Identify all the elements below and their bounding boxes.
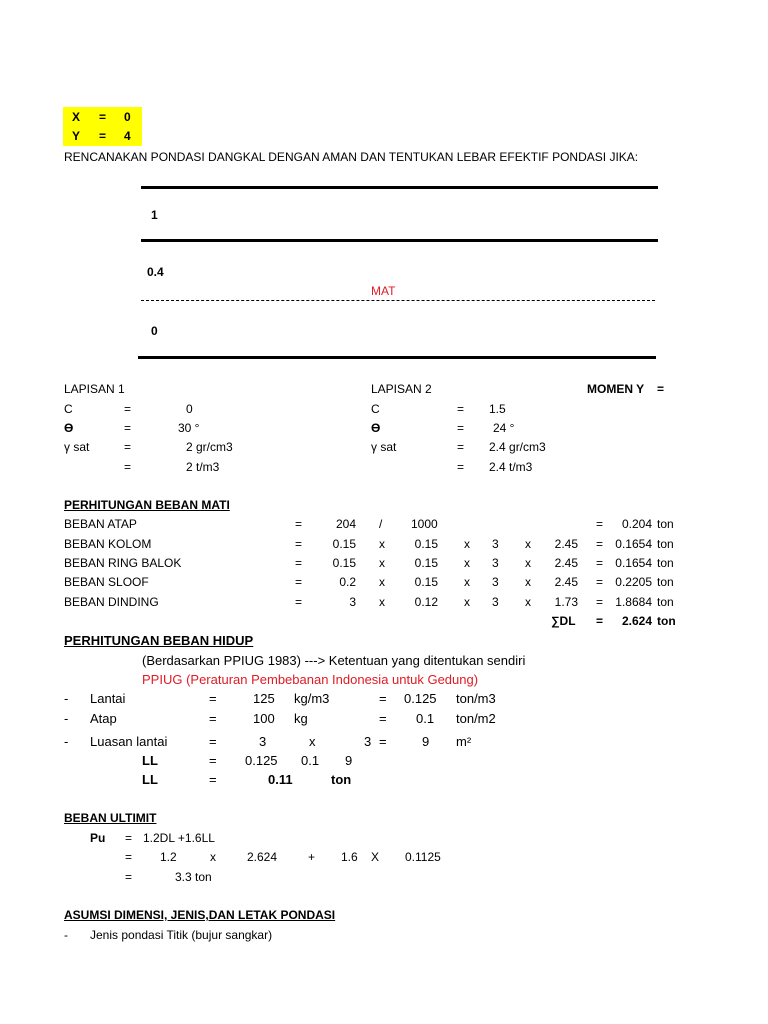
lantai-unit2: ton/m3: [456, 691, 496, 706]
bm-row-label: BEBAN SLOOF: [64, 575, 149, 589]
x-value: 0: [124, 110, 131, 124]
pu-eq1: =: [125, 831, 133, 845]
lantai-value2: 0.125: [404, 691, 437, 706]
pu-label: Pu: [90, 831, 106, 845]
bm-row-a: 204: [335, 517, 356, 531]
bm-row-label: BEBAN ATAP: [64, 517, 137, 531]
bm-row-unit: ton: [657, 537, 674, 551]
bm-row-label: BEBAN DINDING: [64, 595, 159, 609]
luasan-dash: -: [64, 734, 69, 749]
asumsi-title: ASUMSI DIMENSI, JENIS,DAN LETAK PONDASI: [64, 908, 336, 922]
momen-eq: =: [657, 382, 665, 396]
ll-result-label: LL: [142, 772, 158, 787]
ll-b: 0.1: [301, 753, 320, 768]
bm-row-op3: x: [525, 556, 531, 570]
atap-unit2: ton/m2: [456, 711, 496, 726]
luasan-unit: m²: [456, 734, 472, 749]
bm-row-op1: x: [379, 575, 385, 589]
lantai-label: Lantai: [90, 691, 126, 706]
bm-row-op1: x: [379, 556, 385, 570]
bm-row-unit: ton: [657, 595, 674, 609]
layer2-gamma2-value: 2.4 t/m3: [489, 460, 533, 474]
luasan-eq: =: [209, 734, 217, 749]
bm-row-c: 3: [492, 575, 499, 589]
lantai-value: 125: [253, 691, 275, 706]
layer1-phi-value: 30 °: [178, 421, 200, 435]
atap-value2: 0.1: [416, 711, 435, 726]
pu-op3: X: [371, 850, 380, 864]
lantai-eq2: =: [379, 691, 387, 706]
bm-row-op1: x: [379, 537, 385, 551]
bm-row-eq2: =: [596, 556, 604, 570]
ll-label: LL: [142, 753, 158, 768]
depth-bottom-label: 0: [151, 324, 158, 338]
lantai-eq: =: [209, 691, 217, 706]
atap-unit: kg: [294, 711, 308, 726]
bm-row-op3: x: [525, 575, 531, 589]
layer1-gamma-label: γ sat: [64, 440, 90, 454]
ppiug-definition: PPIUG (Peraturan Pembebanan Indonesia untuk Gedung): [142, 672, 479, 687]
bm-row-op2: x: [464, 556, 470, 570]
total-dl-eq: =: [596, 614, 604, 628]
layer1-phi-label: Ɵ: [64, 421, 74, 435]
bm-row-op1: /: [379, 517, 383, 531]
bm-row-unit: ton: [657, 517, 674, 531]
layer1-title: LAPISAN 1: [64, 382, 125, 396]
ll-c: 9: [345, 753, 353, 768]
atap-eq: =: [209, 711, 217, 726]
luasan-eq2: =: [379, 734, 387, 749]
bm-row-eq2: =: [596, 595, 604, 609]
mat-label: MAT: [371, 284, 396, 298]
beban-mati-title: PERHITUNGAN BEBAN MATI: [64, 498, 230, 512]
depth-top-label: 1: [151, 208, 158, 222]
layer2-phi-label: Ɵ: [371, 421, 381, 435]
bm-row-eq: =: [295, 556, 303, 570]
problem-heading: RENCANAKAN PONDASI DANGKAL DENGAN AMAN DAN TENTUKAN LEBAR EFEKTIF PONDASI JIKA:: [64, 150, 639, 164]
bm-row-result: 0.1654: [615, 537, 652, 551]
pu-op1: x: [210, 850, 216, 864]
y-value: 4: [124, 129, 131, 143]
asumsi-dash: -: [64, 928, 68, 942]
pu-formula: 1.2DL +1.6LL: [143, 831, 215, 845]
bm-row-eq2: =: [596, 575, 604, 589]
bm-row-eq2: =: [596, 537, 604, 551]
layer1-gamma-value: 2 gr/cm3: [186, 440, 233, 454]
layer1-gamma2-eq: =: [124, 460, 132, 474]
layer1-c-eq: =: [124, 402, 132, 416]
ground-surface-line: [141, 186, 658, 189]
ppiug-note: (Berdasarkan PPIUG 1983) ---> Ketentuan yang ditentukan sendiri: [142, 653, 526, 668]
bm-row-b: 0.15: [414, 537, 438, 551]
y-label: Y: [72, 129, 81, 143]
layer1-phi-eq: =: [124, 421, 132, 435]
pu-d: 0.1125: [405, 850, 441, 864]
ll-a: 0.125: [245, 753, 278, 768]
layer2-gamma2-eq: =: [457, 460, 465, 474]
bm-row-op2: x: [464, 575, 470, 589]
bm-row-a: 3: [349, 595, 356, 609]
layer-boundary-line: [141, 239, 658, 242]
layer1-gamma-eq: =: [124, 440, 132, 454]
atap-value: 100: [253, 711, 275, 726]
bm-row-d: 2.45: [554, 575, 578, 589]
bm-row-label: BEBAN RING BALOK: [64, 556, 182, 570]
layer2-phi-eq: =: [457, 421, 465, 435]
bm-row-op3: x: [525, 537, 531, 551]
layer2-c-label: C: [371, 402, 380, 416]
bm-row-op3: x: [525, 595, 531, 609]
pu-eq2: =: [125, 850, 133, 864]
ll-result-value: 0.11: [268, 772, 293, 787]
layer1-c-label: C: [64, 402, 73, 416]
bm-row-label: BEBAN KOLOM: [64, 537, 152, 551]
pu-eq3: =: [125, 870, 133, 884]
luasan-op: x: [309, 734, 316, 749]
bm-row-a: 0.2: [339, 575, 356, 589]
layer2-gamma-value: 2.4 gr/cm3: [489, 440, 546, 454]
layer2-c-eq: =: [457, 402, 465, 416]
bm-row-d: 1.73: [554, 595, 578, 609]
bm-row-unit: ton: [657, 575, 674, 589]
pu-a: 1.2: [160, 850, 177, 864]
bm-row-c: 3: [492, 595, 499, 609]
ll-result-unit: ton: [331, 772, 352, 787]
y-equals: =: [99, 129, 107, 143]
total-dl-unit: ton: [657, 614, 676, 628]
bm-row-c: 3: [492, 537, 499, 551]
water-table-line: [141, 300, 655, 301]
total-dl-label: ∑DL: [551, 614, 576, 628]
ll-result-eq: =: [209, 772, 217, 787]
luasan-label: Luasan lantai: [90, 734, 168, 749]
pu-result: 3.3 ton: [175, 870, 212, 884]
pu-b: 2.624: [247, 850, 278, 864]
bm-row-eq: =: [295, 595, 303, 609]
bm-row-eq: =: [295, 517, 303, 531]
bm-row-a: 0.15: [332, 537, 356, 551]
lantai-dash: -: [64, 691, 69, 706]
bm-row-result: 0.204: [621, 517, 652, 531]
bm-row-eq: =: [295, 537, 303, 551]
bm-row-b: 0.12: [414, 595, 438, 609]
total-dl-value: 2.624: [621, 614, 652, 628]
x-label: X: [72, 110, 81, 124]
bm-row-op2: x: [464, 537, 470, 551]
pu-op2: +: [308, 850, 316, 864]
luasan-b: 3: [364, 734, 372, 749]
x-equals: =: [99, 110, 107, 124]
depth-mid-label: 0.4: [147, 265, 164, 279]
bottom-boundary-line: [138, 356, 656, 359]
ll-eq: =: [209, 753, 217, 768]
bm-row-b: 0.15: [414, 556, 438, 570]
atap-dash: -: [64, 711, 69, 726]
luasan-result: 9: [422, 734, 430, 749]
bm-row-eq2: =: [596, 517, 604, 531]
bm-row-op1: x: [379, 595, 385, 609]
bm-row-c: 3: [492, 556, 499, 570]
bm-row-b: 1000: [411, 517, 438, 531]
bm-row-result: 0.2205: [615, 575, 652, 589]
layer2-gamma-label: γ sat: [371, 440, 397, 454]
pu-c: 1.6: [341, 850, 358, 864]
beban-hidup-title: PERHITUNGAN BEBAN HIDUP: [64, 633, 254, 648]
ultimit-title: BEBAN ULTIMIT: [64, 811, 157, 825]
bm-row-unit: ton: [657, 556, 674, 570]
atap-eq2: =: [379, 711, 387, 726]
layer1-gamma2-value: 2 t/m3: [186, 460, 220, 474]
luasan-a: 3: [259, 734, 267, 749]
bm-row-b: 0.15: [414, 575, 438, 589]
bm-row-result: 1.8684: [615, 595, 652, 609]
bm-row-op2: x: [464, 595, 470, 609]
layer2-c-value: 1.5: [489, 402, 506, 416]
lantai-unit: kg/m3: [294, 691, 330, 706]
bm-row-eq: =: [295, 575, 303, 589]
layer2-gamma-eq: =: [457, 440, 465, 454]
asumsi-item: Jenis pondasi Titik (bujur sangkar): [90, 928, 273, 942]
layer2-phi-value: 24 °: [493, 421, 515, 435]
atap-label: Atap: [90, 711, 117, 726]
layer2-title: LAPISAN 2: [371, 382, 432, 396]
layer1-c-value: 0: [186, 402, 193, 416]
bm-row-d: 2.45: [554, 537, 578, 551]
momen-label: MOMEN Y: [587, 382, 645, 396]
bm-row-d: 2.45: [554, 556, 578, 570]
bm-row-result: 0.1654: [615, 556, 652, 570]
bm-row-a: 0.15: [332, 556, 356, 570]
